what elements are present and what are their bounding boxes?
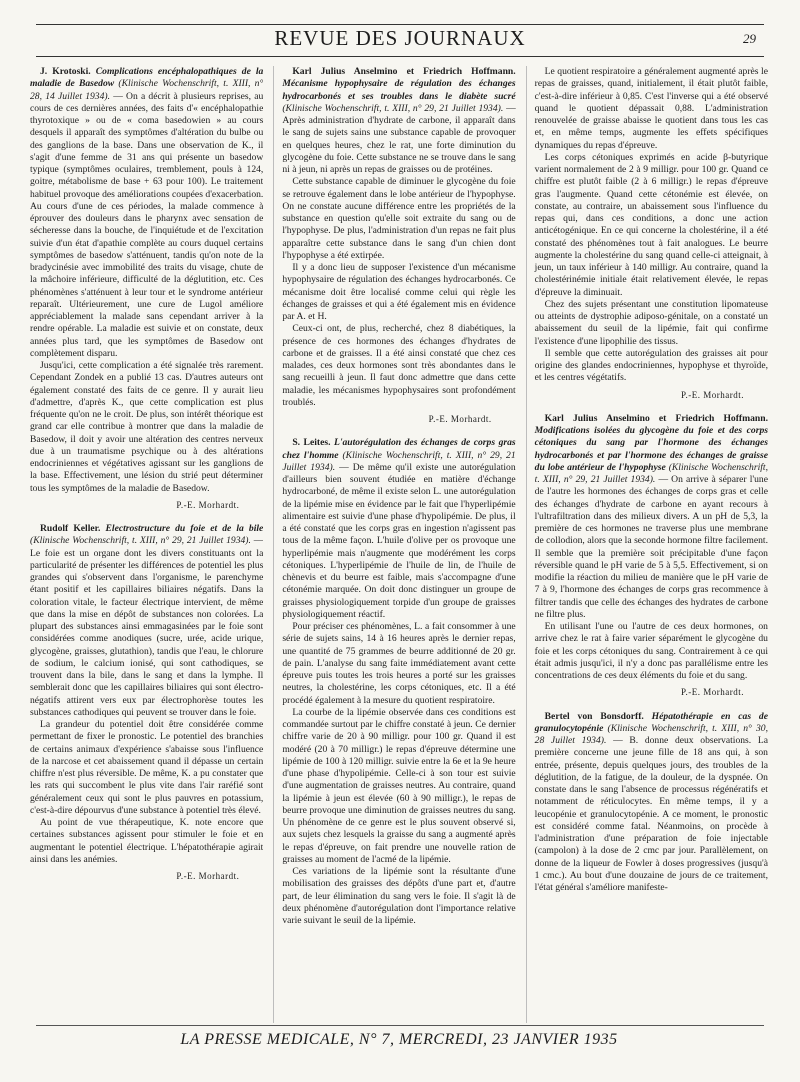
article-author: Rudolf Keller. [40,523,101,534]
article-paragraph: — De même qu'il existe une autorégulation d'ailleurs bien souvent étudiée en matière d'échange hydrocarboné, de même il existe selon L. une autorégulation de la lipémie mise en évidence par le fait que l'hyperlipémie alimentaire est suivie d'une phase d'hypolipémie. De plus, il a été constaté que les corps gras en ingestion n'agissent pas tous de la même façon. L'huile d'olive per os provoque une hyperlipémie mais n'augmente que modérément les corps cétoniques. L'hyperlipémie de l'huile de lin, de l'huile de chènevis et du beurre est faible, mais s'accompagne d'une cétonémie marquée. On doit donc distinguer un groupe de graisses physiologiquement torpide d'un groupe de graisses physiologiquement réactif. [282,461,516,620]
article-paragraph: — On a décrit à plusieurs reprises, au cours de ces dernières années, des faits d'« encéphalopathie thyrotoxique » ou de « coma basedowien » au cours desquels il apparaît des symptômes d'altération du bulbe ou des ganglions de la base. Dans une observation de K., il s'agit d'une femme de 31 ans qui présente un basedow typique (symptômes oculaires, tremblement, pouls à 124, goitre, métabolisme de base + 63 pour 100). Le traitement habituel provoque des améliorations coupées d'exacerbation. Au cours d'une de ces périodes, la malade commence à éprouver des douleurs dans le pharynx avec sensation de sécheresse dans la bouche, de l'inquiétude et de l'excitation suivie d'un état d'apathie complète au cours duquel certains symptômes de basedow s'atténuent, tandis qu'on note de la bradycinésie avec immobilité des traits du visage, chute de la mâchoire inférieure, difficulté de la déglutition, etc. Ces phénomènes s'atténuent à leur tour et le syndrome antérieur reparaît. Ultérieurement, une cure de Lugol améliore appréciablement la malade sans cependant arriver à la rendre opérable. La maladie est suivie et on constate, deux années plus tard, que les symptômes de Basedow ont complètement disparu. [30,90,264,359]
article-reference: (Klinische Wochenschrift, t. XIII, n° 29, 21 Juillet 1934). [534,461,768,485]
article-title: Mécanisme hypophysaire de régulation des échanges hydrocarbonés et ses troubles dans le diabète sucré [282,78,516,102]
article-anselmino-hoffmann-1 [282,66,515,425]
article-paragraph: Chez des sujets présentant une constitution lipomateuse ou atteints de dystrophie adiposo-génitale, on a constaté un abaissement du seuil de la lipémie, fait qui confirme l'existence d'une lipophilie des tissus. [534,298,768,347]
page-header [36,26,764,56]
article-lead [30,523,263,719]
article-krotoski [30,66,263,511]
article-paragraph: Pour préciser ces phénomènes, L. a fait consommer à une série de sujets sains, 14 à 16 heures après le dernier repas, une quantité de 75 grammes de beurre additionné de 20 gr. de pain. L'analyse du sang faite immédiatement avant cette épreuve puis toutes les trois heures a porté sur les graisses neutres, la cholestérine, les corps cétoniques, etc. Il a été procédé également à la mesure du quotient respiratoire. [282,621,516,706]
header-top-rule [36,24,764,25]
article-signature: P.-E. Morhardt. [176,871,240,881]
footer-rule [36,1025,764,1026]
article-signature: P.-E. Morhardt. [176,499,240,510]
column-3 [526,66,768,1023]
article-paragraph: — On arrive à séparer l'une de l'autre les hormones des échanges de corps gras et celle des échanges d'hydrate de carbone en ayant recours à l'ultrafiltration dans des milieux divers. A un pH de 5,3, la première de ces hormones ne traverse plus une membrane de collodion, alors que la seconde hormone filtre facilement. Il semble que la première soit précipitable d'une façon réversible quand le pH varie de 5 à 5,5. Effectivement, si on modifie la réaction du milieu de manière que le pH varie de 7 à 9, l'hormone des échanges de corps gras recommence à filtrer tandis que celle des échanges des hydrates de carbone ne filtre plus. [534,474,768,620]
article-paragraph: Cette substance capable de diminuer le glycogène du foie se retrouve également dans le lobe antérieur de l'hypophyse. On ne constate aucune différence entre les propriétés de la substance en question qu'elle soit extraite du sang ou de l'hypophyse. De plus, l'administration d'un repas ne fait plus apparaître cette substance dans le sang d'un chien dont l'hypophyse a été extirpée. [282,176,516,261]
article-lead [282,437,515,621]
article-paragraph: — Le foie est un organe dont les divers constituants ont la particularité de présenter les différences de potentiel les plus grandes qui s'observent dans l'organisme, le parenchyme étant positif et les capillaires biliaires négatifs. Dans la coloration vitale, le facteur électrique intervient, de même que dans la mise en dépôt de substances non colorées. La plupart des substances ainsi emmagasinées par le foie sont considérées comme anodiques (sucre, urée, acide urique, glycogène, graisses, glutathion), tandis que l'eau, le chlorure de sodium, le calcium ionisé, qui sont cathodiques, se trouvent dans la bile, dans le sang et dans la lymphe. Il semblerait donc que les capillaires biliaires qui sont électro-négatifs attirent vers eux par électrophorèse toutes les substances cathodiques qui peuvent se trouver dans le foie. [30,535,264,718]
article-paragraph: Ceux-ci ont, de plus, recherché, chez 8 diabétiques, la présence de ces hormones des échanges d'hydrates de carbone et de graisses. Il a été ainsi constaté que chez ces malades, ces deux hormones sont très abondantes dans le sang recueilli à jeun. Il faut donc admettre que dans cette maladie, les mécanismes hypophysaires sont profondément troublés. [282,323,516,408]
article-title: L'autorégulation des échanges de corps gras chez l'homme [282,437,516,461]
article-author: J. Krotoski. [40,66,91,77]
article-signature: P.-E. Morhardt. [428,414,492,424]
article-keller [30,523,263,882]
article-paragraph: Les corps cétoniques exprimés en acide β-butyrique varient normalement de 2 à 9 milligr. pour 100 gr. Quand ce chiffre est plutôt faible (2 à 6 milligr.) le repas d'épreuve gras l'augmente. Quand cette cétonémie est élevée, on constate, au contraire, un abaissement sous l'influence du repas qui, dans ces conditions, a donc une action anticétogénique. En ce qui concerne la cholestérine, il a été constaté des phénomènes tout à fait analogues. Le beurre augmente la cholestérine du sang quand celle-ci atteignait, à jeun, un taux inférieur à 140 milligr. Au contraire, quand la cholestérinémie initiale était relativement élevée, le repas d'épreuve la diminuait. [534,151,768,298]
article-leites-continued [535,66,768,401]
column-2 [273,66,515,1023]
column-1 [30,66,263,1023]
article-author: Karl Julius Anselmino et Friedrich Hoffmann. [292,66,516,77]
header-bottom-rule [36,56,764,57]
article-lead [535,413,768,621]
article-lead [30,66,263,360]
article-title: Electrostructure du foie et de la bile [105,523,264,534]
article-reference: (Klinische Wochenschrift, t. XIII, n° 30, 28 Juillet 1934). [534,722,768,746]
page-footer: LA PRESSE MEDICALE, N° 7, MERCREDI, 23 JANVIER 1935 [180,1031,618,1048]
article-paragraph: — Après administration d'hydrate de carbone, il apparaît dans le sang de sujets sains une substance capable de provoquer en quelques heures, chez le rat, une forte diminution du glycogène du foie. Cette substance ne se trouve dans le sang ni à jeun, ni après un repas de graisses ou de protéines. [282,102,516,175]
article-anselmino-hoffmann-2 [535,413,768,699]
article-columns [30,66,768,1023]
article-title: Hépatothérapie en cas de granulocytopénie [534,710,768,734]
article-leites [282,437,515,927]
article-paragraph: Il y a donc lieu de supposer l'existence d'un mécanisme hypophysaire de régulation des échanges hydrocarbonés. Ce mécanisme doit être localisé comme celui qui règle les échanges de graisses et qui a été également mis en évidence par A. et H. [282,262,516,322]
article-paragraph: Il semble que cette autorégulation des graisses ait pour origine des glandes endocriniennes, hypophyse et thyroïde, et les centres végétatifs. [534,347,768,384]
article-paragraph: Au point de vue thérapeutique, K. note encore que certaines substances agissent pour stimuler le foie et en augmentant le potentiel électrique. L'hépatothérapie agirait ainsi dans les anémies. [30,817,264,865]
article-lead [282,66,515,176]
article-signature: P.-E. Morhardt. [680,687,744,698]
article-bonsdorff [535,711,768,895]
article-reference: (Klinische Wochenschrift, t. XIII, n° 28, 14 Juillet 1934). [30,78,264,102]
article-paragraph: La grandeur du potentiel doit être considérée comme permettant de fixer le pronostic. Le potentiel des branchies de certains animaux d'expérience s'abaisse sous l'influence de la narcose et cet abaissement quand il dépasse un certain chiffre n'est plus réversible. De même, K. a pu constater que les rats qui succombent le plus vite dans l'air raréfié sont généralement ceux qui sont le plus pauvres en potassium, c'est-à-dire dépourvus d'une substance à potentiel très élevé. [30,719,264,816]
article-paragraph: Jusqu'ici, cette complication a été signalée très rarement. Cependant Zondek en a publié 13 cas. D'autres auteurs ont également constaté des faits de ce genre. Il y aurait lieu d'admettre, d'après K., que cette complication est plus fréquente qu'on ne le croit. De plus, son intérêt théorique est grand car elle contribue à montrer que dans la maladie de Basedow, il doit y avoir une altération des centres nerveux due à un traumatisme psychique ou à des altérations endocriniennes et végétatives agissant sur les ganglions de la base. Effectivement, une lésion du strié peut déterminer tous les symptômes de la maladie de Basedow. [30,360,264,494]
article-reference: (Klinische Wochenschrift, t. XIII, n° 29, 21 Juillet 1934). [282,449,516,473]
article-paragraph: Le quotient respiratoire a généralement augmenté après le repas de graisses, quand, initialement, il était plutôt faible, c'est-à-dire inférieur à 0,85. C'est l'inverse qui a été observé quand le quotient dépassait 0,88. L'administration renouvelée de graisse abaisse le quotient dans tous les cas et, en même temps, augmente les effets spécifiques dynamiques du repas d'épreuve. [534,66,768,151]
article-signature: P.-E. Morhardt. [680,389,744,400]
article-title: Modifications isolées du glycogène du foie et des corps cétoniques du sang par l'hormone des échanges hydrocarbonés et par l'hormone des échanges de graisse du lobe antérieur de l'hypophyse [534,425,768,473]
article-lead [535,711,768,895]
journal-section-title: REVUE DES JOURNAUX [274,26,526,50]
page-number: 29 [743,31,756,46]
article-paragraph: En utilisant l'une ou l'autre de ces deux hormones, on arrive chez le rat à faire varier séparément le glycogène du foie et les corps cétoniques du sang. Contrairement à ce qui était admis jusqu'ici, il n'y a donc pas parallélisme entre les concentrations de ces deux éléments du foie et du sang. [534,621,768,681]
article-reference: (Klinische Wochenschrift, t. XIII, n° 29, 21 Juillet 1934). [282,102,504,114]
article-author: S. Leites. [292,437,331,449]
article-title: Complications encéphalopathiques de la maladie de Basedow [30,66,264,90]
article-paragraph: La courbe de la lipémie observée dans ces conditions est commandée surtout par le chiffre constaté à jeun. Ce dernier chiffre varie de 20 à 90 milligr. pour 100 gr. Quand il est modéré (20 à 70 milligr.) le repas d'épreuve détermine une lipémie de 100 à 120 milligr. suivie entre la 6e et la 9e heure d'une phase d'hypolipémie. Celle-ci à son tour est suivie d'une augmentation de graisses neutres. Au contraire, quand la lipémie à jeun est élevée (60 à 90 milligr.), le repas de beurre provoque une diminution de graisses neutres du sang. Un phénomène de ce genre est le plus souvent observé si, aux sujets chez lesquels la graisse du sang a augmenté après le repas d'épreuve, on fait prendre une nouvelle ration de graisses au moment de l'acmé de la lipémie. [282,706,516,865]
article-paragraph: Ces variations de la lipémie sont la résultante d'une mobilisation des graisses des dépôts d'une part et, d'autre part, de leur élimination du sang vers le foie. Il s'agit là de deux phénomène d'autorégulation dont l'importance relative varie suivant le seuil de la lipémie. [282,866,516,926]
article-author: Karl Julius Anselmino et Friedrich Hoffmann. [544,412,768,424]
article-author: Bertel von Bonsdorff. [544,710,644,722]
article-reference: (Klinische Wochenschrift, t. XIII, n° 29, 21 Juillet 1934). [30,535,251,547]
article-paragraph: — B. donne deux observations. La première concerne une jeune fille de 18 ans qui, à son entrée, présente, depuis quelques jours, des troubles de la déglutition, de la fatigue, de la douleur, de la dyspnée. On constate dans le sang l'absence de processus régénératifs et notamment de réticulocytes. En même temps, il y a leucopénie et granulocytopénie. A ce moment, le pronostic est considéré comme fatal. Néanmoins, on procède à l'administration d'une préparation de foie injectable (campolon) à la dose de 2 cmc par jour. Parallèlement, on donne de la liqueur de Fowler à doses progressives (jusqu'à 1 cmc.). Au bout d'une douzaine de jours de ce traitement, l'état général s'améliore manifeste- [534,735,768,893]
